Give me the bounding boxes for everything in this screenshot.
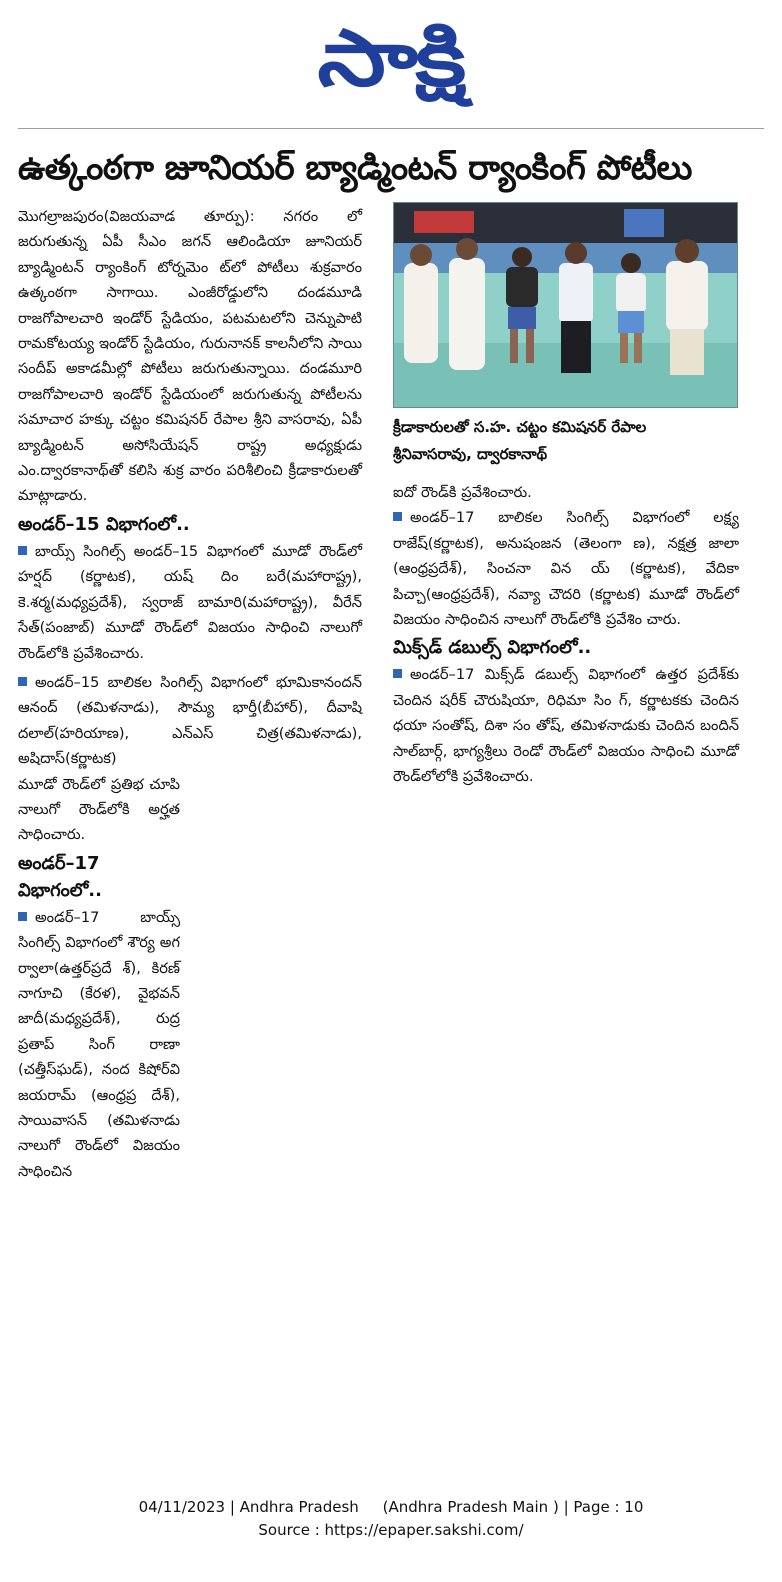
header-divider bbox=[18, 128, 764, 129]
under-17-girls-paragraph bbox=[393, 505, 739, 632]
subheading-under-15: అండర్–15 విభాగంలో.. bbox=[18, 513, 190, 535]
footer-source-link[interactable]: Source : https://epaper.sakshi.com/ bbox=[258, 1521, 524, 1539]
mixed-doubles-paragraph bbox=[393, 662, 739, 789]
under-15-girls-text: అండర్–15 బాలికల సింగిల్స్ విభాగంలో భూమికానందన్ ఆనంద్ (తమిళనాడు), సౌమ్య భార్తీ(బీహార్), దీవాషి దలాల్(హరియాణ), ఎన్ఎస్ చిత్ర(తమిళనాడు), అషిదాస్(కర్ణాటక) bbox=[18, 673, 362, 768]
bullet-square-icon bbox=[18, 912, 27, 921]
article-headline: ఉత్కంఠగా జూనియర్ బ్యాడ్మింటన్ ర్యాంకింగ్ పోటీలు bbox=[18, 148, 692, 188]
page-footer bbox=[0, 1496, 782, 1542]
under-17-boys-paragraph bbox=[18, 905, 180, 1184]
footer-edition-info: 04/11/2023 | Andhra Pradesh (Andhra Pradesh Main ) | Page : 10 bbox=[138, 1498, 644, 1516]
under-15-girls-continued: మూడో రౌండ్‌లో ప్రతిభ చూపి నాలుగో రౌండ్‌లోకి అర్హత సాధించారు. bbox=[18, 775, 180, 844]
sakshi-logo: సాక్షి bbox=[317, 14, 465, 104]
masthead bbox=[0, 14, 782, 104]
bullet-square-icon bbox=[18, 677, 27, 686]
article-right-column bbox=[393, 480, 739, 789]
photo-illustration bbox=[394, 203, 737, 407]
bullet-square-icon bbox=[393, 512, 402, 521]
photo-caption bbox=[393, 414, 739, 468]
bullet-square-icon bbox=[18, 546, 27, 555]
under-17-boys-text: అండర్–17 బాయ్స్ సింగిల్స్ విభాగంలో శౌర్య అగ ర్వాలా(ఉత్తర్‌ప్రదే శ్), కిరణ్ నాగూచి (కేరళ), వైభవన్ జాదీ(మధ్యప్రదేశ్), రుద్ర ప్రతాప్ సింగ్ రాణా (చత్తీస్‌ఘడ్), నంద కిషోర్‌వి జయరామ్ (ఆంధ్రప్ర దేశ్), సాయివాసన్ (తమిళనాడు నాలుగో రౌండ్‌లో విజయం సాధించిన bbox=[18, 908, 180, 1180]
under-17-girls-text: అండర్–17 బాలికల సింగిల్స్ విభాగంలో లక్ష్య రాజేష్(కర్ణాటక), అనుషంజన (తెలంగా ణ), నక్షత్ర జాలా (ఆంధ్రప్రదేశ్), సించనా విన య్ (కర్ణాటక), వేదికా పిచ్చా(ఆంధ్రప్రదేశ్), నవ్యా చౌదరి (కర్ణాటక) మూడో రౌండ్‌లో విజయం సాధించిన నాలుగో రౌండ్‌లోకి ప్రవేశిం చారు. bbox=[393, 509, 739, 629]
under-15-girls-paragraph bbox=[18, 670, 362, 772]
article-photo bbox=[393, 202, 738, 408]
article-intro-paragraph: మొగల్రాజపురం(విజయవాడ తూర్పు): నగరం లో జరుగుతున్న ఏపీ సీఎం జగన్ ఆలిండియా జూనియర్ బ్యాడ్మింటన్ ర్యాంకింగ్ టోర్నమెం ట్‌లో పోటీలు శుక్రవారం ఉత్కంఠగా సాగాయి. ఎంజీరోడ్డులోని దండమూడి రాజగోపాలచారి ఇండోర్ స్టేడియం, పటమటలోని చెన్నుపాటి రామకోటయ్య ఇండోర్ స్టేడియం, గురునానక్ కాలనీలోని సాయి సందీప్ అకాడమీల్లో పోటీలు జరుగుతున్నాయి. దండమూరి రాజగోపాలచారి ఇండోర్ స్టేడియంలో జరుగుతున్న పోటీలను సమాచార హక్కు చట్టం కమిషనర్ రేపాల శ్రీని వాసరావు, ఏపీ బ్యాడ్మింటన్ అసోసియేషన్ రాష్ట్ర అధ్యక్షుడు ఎం.ద్వారకానాథ్‌తో కలిసి శుక్ర వారం పరిశీలించి క్రీడాకారులతో మాట్లాడారు. bbox=[18, 208, 362, 505]
under-15-boys-paragraph bbox=[18, 539, 362, 666]
under-15-boys-text: బాయ్స్ సింగిల్స్ అండర్–15 విభాగంలో మూడో రౌండ్‌లో హర్షద్ (కర్ణాటక), యష్ దిం బరే(మహారాష్ట్ర), కె.శర్మ(మధ్యప్రదేశ్), స్వరాజ్ బామారి(మహారాష్ట్ర), వీరేన్ సేత్(పంజాబ్) మూడో రౌండ్‌లో విజయం సాధించి నాలుగో రౌండ్‌లోకి ప్రవేశించారు. bbox=[18, 542, 362, 662]
article-left-column bbox=[18, 204, 362, 1184]
photo-caption-line-1: క్రీడాకారులతో స.హ. చట్టం కమిషనర్ రేపాల bbox=[393, 418, 647, 436]
photo-caption-line-2: శ్రీనివాసరావు, ద్వారకానాథ్ bbox=[393, 445, 548, 463]
bullet-square-icon bbox=[393, 669, 402, 678]
subheading-under-17: అండర్–17 విభాగంలో.. bbox=[18, 852, 102, 901]
mixed-doubles-text: అండర్–17 మిక్స్‌డ్ డబుల్స్ విభాగంలో ఉత్తర ప్రదేశ్‌కు చెందిన షరీక్ చౌరుషియా, రిధిమా సిం గ్, కర్ణాటకకు చెందిన ధయా సంతోష్, దిశా సం తోష్, తమిళనాడుకు చెందిన బందిన్ సాల్‌బార్గ్, భాగ్యశ్రీలు రెండో రౌండ్‌లో విజయం సాధించి మూడో రౌండ్‌లోలోకి ప్రవేశించారు. bbox=[393, 666, 739, 786]
right-column-continuation: ఐదో రౌండ్‌కి ప్రవేశించారు. bbox=[393, 484, 532, 501]
subheading-mixed-doubles: మిక్స్‌డ్ డబుల్స్ విభాగంలో.. bbox=[393, 637, 592, 659]
